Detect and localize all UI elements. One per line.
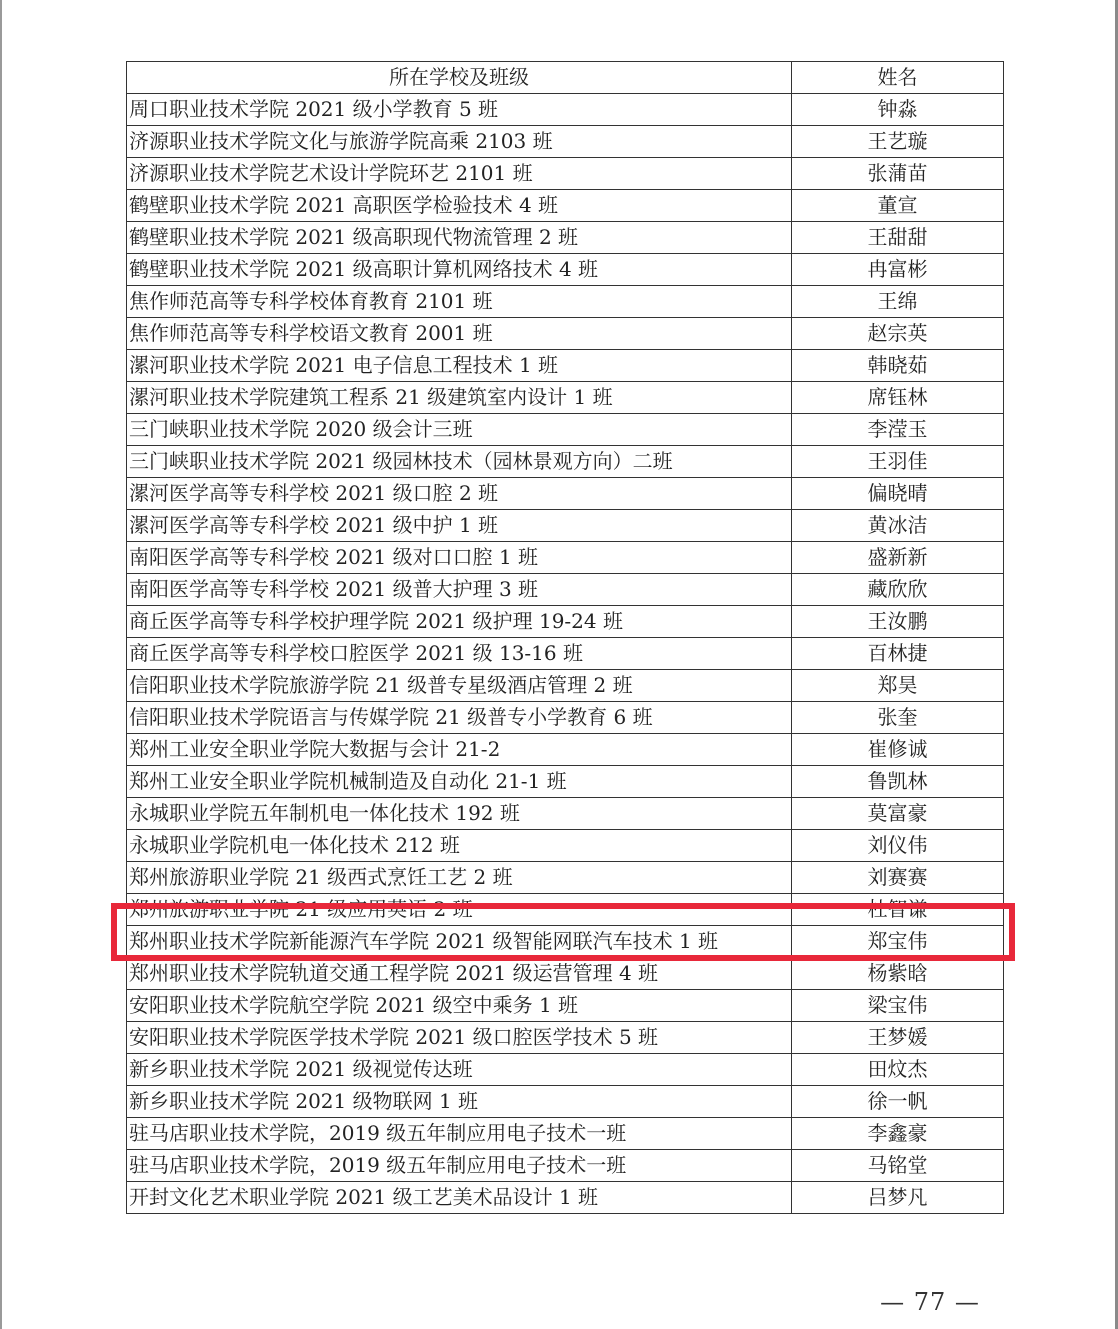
school-class-cell: 永城职业学院机电一体化技术 212 班	[127, 830, 792, 862]
school-class-cell: 郑州职业技术学院新能源汽车学院 2021 级智能网联汽车技术 1 班	[127, 926, 792, 958]
student-name-cell: 冉富彬	[792, 254, 1004, 286]
table-row	[127, 254, 1004, 286]
school-class-cell: 南阳医学高等专科学校 2021 级对口口腔 1 班	[127, 542, 792, 574]
school-class-cell: 三门峡职业技术学院 2020 级会计三班	[127, 414, 792, 446]
school-class-cell: 驻马店职业技术学院，2019 级五年制应用电子技术一班	[127, 1150, 792, 1182]
school-class-cell: 漯河职业技术学院建筑工程系 21 级建筑室内设计 1 班	[127, 382, 792, 414]
student-name-cell: 董宣	[792, 190, 1004, 222]
student-name-cell: 王汝鹏	[792, 606, 1004, 638]
school-class-cell: 焦作师范高等专科学校语文教育 2001 班	[127, 318, 792, 350]
table-row	[127, 446, 1004, 478]
student-name-cell: 赵宗英	[792, 318, 1004, 350]
table-row	[127, 382, 1004, 414]
school-class-cell: 驻马店职业技术学院，2019 级五年制应用电子技术一班	[127, 1118, 792, 1150]
student-name-cell: 刘赛赛	[792, 862, 1004, 894]
table-row	[127, 126, 1004, 158]
student-name-cell: 鲁凯林	[792, 766, 1004, 798]
table-row	[127, 542, 1004, 574]
header-name: 姓名	[792, 62, 1004, 94]
student-name-cell: 莫富豪	[792, 798, 1004, 830]
school-class-cell: 漯河医学高等专科学校 2021 级口腔 2 班	[127, 478, 792, 510]
school-class-cell: 信阳职业技术学院语言与传媒学院 21 级普专小学教育 6 班	[127, 702, 792, 734]
table-row	[127, 894, 1004, 926]
school-class-cell: 鹤壁职业技术学院 2021 高职医学检验技术 4 班	[127, 190, 792, 222]
student-name-cell: 郑昊	[792, 670, 1004, 702]
table-row	[127, 94, 1004, 126]
school-class-cell: 信阳职业技术学院旅游学院 21 级普专星级酒店管理 2 班	[127, 670, 792, 702]
table-row	[127, 766, 1004, 798]
school-class-cell: 新乡职业技术学院 2021 级物联网 1 班	[127, 1086, 792, 1118]
student-name-cell: 钟淼	[792, 94, 1004, 126]
school-class-cell: 南阳医学高等专科学校 2021 级普大护理 3 班	[127, 574, 792, 606]
student-name-cell: 张奎	[792, 702, 1004, 734]
table-row	[127, 1022, 1004, 1054]
student-name-cell: 徐一帆	[792, 1086, 1004, 1118]
student-name-cell: 杜智谦	[792, 894, 1004, 926]
school-class-cell: 商丘医学高等专科学校护理学院 2021 级护理 19-24 班	[127, 606, 792, 638]
table-row	[127, 190, 1004, 222]
table-row	[127, 350, 1004, 382]
student-name-cell: 崔修诚	[792, 734, 1004, 766]
student-name-cell: 李鑫豪	[792, 1118, 1004, 1150]
student-name-cell: 郑宝伟	[792, 926, 1004, 958]
school-class-cell: 焦作师范高等专科学校体育教育 2101 班	[127, 286, 792, 318]
table-row	[127, 318, 1004, 350]
student-name-cell: 马铭堂	[792, 1150, 1004, 1182]
school-class-cell: 安阳职业技术学院医学技术学院 2021 级口腔医学技术 5 班	[127, 1022, 792, 1054]
student-name-cell: 张蒲苗	[792, 158, 1004, 190]
student-name-cell: 席钰林	[792, 382, 1004, 414]
student-name-cell: 王绵	[792, 286, 1004, 318]
student-name-cell: 韩晓茹	[792, 350, 1004, 382]
school-class-cell: 开封文化艺术职业学院 2021 级工艺美术品设计 1 班	[127, 1182, 792, 1214]
school-class-cell: 郑州旅游职业学院 21 级西式烹饪工艺 2 班	[127, 862, 792, 894]
school-class-cell: 鹤壁职业技术学院 2021 级高职计算机网络技术 4 班	[127, 254, 792, 286]
school-class-cell: 新乡职业技术学院 2021 级视觉传达班	[127, 1054, 792, 1086]
table-row	[127, 574, 1004, 606]
school-class-cell: 三门峡职业技术学院 2021 级园林技术（园林景观方向）二班	[127, 446, 792, 478]
school-class-cell: 郑州工业安全职业学院大数据与会计 21-2	[127, 734, 792, 766]
school-class-cell: 周口职业技术学院 2021 级小学教育 5 班	[127, 94, 792, 126]
student-roster-table	[126, 61, 1004, 1214]
school-class-cell: 济源职业技术学院文化与旅游学院高乘 2103 班	[127, 126, 792, 158]
student-name-cell: 王梦媛	[792, 1022, 1004, 1054]
table-header-row	[127, 62, 1004, 94]
school-class-cell: 商丘医学高等专科学校口腔医学 2021 级 13-16 班	[127, 638, 792, 670]
header-school-class: 所在学校及班级	[127, 62, 792, 94]
school-class-cell: 安阳职业技术学院航空学院 2021 级空中乘务 1 班	[127, 990, 792, 1022]
student-name-cell: 王羽佳	[792, 446, 1004, 478]
student-name-cell: 藏欣欣	[792, 574, 1004, 606]
student-name-cell: 盛新新	[792, 542, 1004, 574]
table-row	[127, 798, 1004, 830]
student-name-cell: 偏晓晴	[792, 478, 1004, 510]
table-row	[127, 1054, 1004, 1086]
student-name-cell: 李滢玉	[792, 414, 1004, 446]
school-class-cell: 济源职业技术学院艺术设计学院环艺 2101 班	[127, 158, 792, 190]
table-row	[127, 510, 1004, 542]
table-body	[127, 94, 1004, 1214]
page-left-edge	[0, 0, 2, 1329]
school-class-cell: 郑州工业安全职业学院机械制造及自动化 21-1 班	[127, 766, 792, 798]
table-row	[127, 670, 1004, 702]
table-row	[127, 734, 1004, 766]
student-name-cell: 吕梦凡	[792, 1182, 1004, 1214]
school-class-cell: 漯河医学高等专科学校 2021 级中护 1 班	[127, 510, 792, 542]
table-row	[127, 702, 1004, 734]
table-row	[127, 478, 1004, 510]
table-row	[127, 990, 1004, 1022]
table-row	[127, 606, 1004, 638]
student-name-cell: 刘仪伟	[792, 830, 1004, 862]
school-class-cell: 漯河职业技术学院 2021 电子信息工程技术 1 班	[127, 350, 792, 382]
student-name-cell: 王甜甜	[792, 222, 1004, 254]
school-class-cell: 郑州职业技术学院轨道交通工程学院 2021 级运营管理 4 班	[127, 958, 792, 990]
table-row	[127, 222, 1004, 254]
table-row	[127, 830, 1004, 862]
table-row	[127, 286, 1004, 318]
table-row	[127, 1182, 1004, 1214]
table-row	[127, 158, 1004, 190]
table-row	[127, 862, 1004, 894]
student-name-cell: 黄冰洁	[792, 510, 1004, 542]
student-name-cell: 杨紫晗	[792, 958, 1004, 990]
student-name-cell: 王艺璇	[792, 126, 1004, 158]
table-row	[127, 1150, 1004, 1182]
school-class-cell: 永城职业学院五年制机电一体化技术 192 班	[127, 798, 792, 830]
table-row	[127, 958, 1004, 990]
school-class-cell: 鹤壁职业技术学院 2021 级高职现代物流管理 2 班	[127, 222, 792, 254]
table-row	[127, 414, 1004, 446]
student-name-cell: 田炆杰	[792, 1054, 1004, 1086]
student-name-cell: 梁宝伟	[792, 990, 1004, 1022]
table-row	[127, 1086, 1004, 1118]
table-row	[127, 1118, 1004, 1150]
page-number: — 77 —	[880, 1288, 980, 1316]
school-class-cell: 郑州旅游职业学院 21 级应用英语 2 班	[127, 894, 792, 926]
table-row	[127, 926, 1004, 958]
student-name-cell: 百林捷	[792, 638, 1004, 670]
table-row	[127, 638, 1004, 670]
